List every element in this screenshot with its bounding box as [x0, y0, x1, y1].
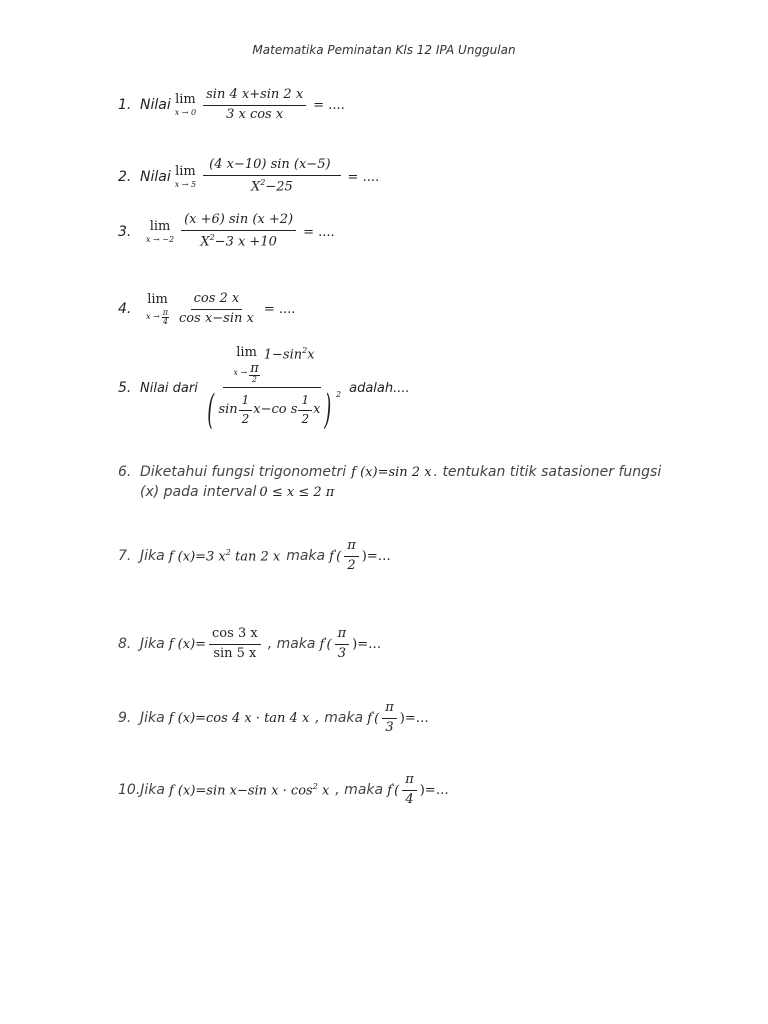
limit-operator: lim x → π 2 [233, 345, 259, 384]
question-number: 8. [118, 636, 132, 652]
derivative-argument: $\frac{\pi}{4}$ [402, 773, 417, 808]
question-5 [118, 345, 410, 433]
function-definition: f (x)= [168, 636, 207, 652]
limit-fraction: $\frac{\sin 4 x+\sin 2 x}{\text{3 x cos x}}$ [203, 88, 306, 123]
question-suffix: = .... [313, 97, 345, 113]
question-number: 3. [118, 224, 132, 240]
question-4 [118, 288, 295, 330]
question-suffix: = .... [303, 224, 335, 240]
question-3 [118, 213, 335, 251]
function-definition: f (x)=sin 2 x [351, 464, 432, 480]
page-header: Matematika Peminatan Kls 12 IPA Unggulan [252, 43, 516, 57]
question-number: 7. [118, 548, 132, 564]
derivative-expression: f'( [387, 781, 400, 799]
question-prefix: Jika [140, 548, 165, 564]
limit-fraction: $\frac{(4 x-10) \sin (x-5)}{X^2-25}$ [203, 158, 340, 195]
question-suffix: )=… [419, 782, 449, 798]
question-prefix: Nilai [140, 97, 171, 113]
limit-operator: lim x → −2 [146, 219, 175, 244]
question-suffix: = .... [263, 301, 296, 317]
derivative-expression: f'( [319, 635, 332, 653]
question-8 [118, 626, 381, 662]
question-prefix: Nilai dari [140, 380, 198, 396]
derivative-argument: $\frac{\pi}{3}$ [382, 701, 397, 736]
question-number: 9. [118, 710, 132, 726]
limit-operator: lim x → 0 [174, 92, 197, 117]
function-fraction: $\frac{\cos 3 x}{\sin 5 x}$ [209, 627, 261, 662]
derivative-expression: f'( [329, 547, 342, 565]
question-prefix: Jika [140, 782, 165, 798]
question-6 [118, 462, 661, 502]
derivative-expression: f'( [367, 709, 380, 727]
limit-fraction: lim x → π 2 $1-\sin^2x$ ( sin $\frac{1}{2}$ x−co s $\frac{1}{2}$ x ) 2 [207, 345, 342, 433]
maka-word: , maka [267, 636, 316, 652]
interval: 0 ≤ x ≤ 2 π [259, 484, 335, 500]
question-number: 2. [118, 169, 132, 185]
question-2 [118, 158, 379, 196]
derivative-argument: $\frac{\pi}{2}$ [344, 539, 359, 574]
question-text: Diketahui fungsi trigonometri [140, 464, 347, 480]
question-number: 1. [118, 97, 132, 113]
question-suffix: )=… [399, 710, 429, 726]
question-10 [118, 772, 449, 808]
limit-operator: lim x → π 4 [146, 291, 169, 326]
question-prefix: Nilai [140, 169, 171, 185]
question-suffix: )=… [352, 636, 382, 652]
question-9 [118, 700, 429, 736]
question-prefix: Jika [140, 710, 165, 726]
question-number: 10. [118, 782, 141, 798]
question-text-line2: (x) pada interval [140, 484, 257, 500]
function-definition: f (x)=3 $x^2$ tan 2 x [168, 547, 281, 565]
question-number: 4. [118, 301, 132, 317]
derivative-argument: $\frac{\pi}{3}$ [335, 627, 350, 662]
question-number: 5. [118, 380, 132, 396]
question-1 [118, 88, 345, 122]
function-definition: f (x)=sin x−sin $x \cdot \cos^2 x$ [168, 781, 330, 799]
function-definition: f (x)=cos 4 x · tan 4 x [168, 710, 310, 726]
maka-word: , maka [315, 710, 364, 726]
question-prefix: Jika [140, 636, 165, 652]
question-suffix: = .... [347, 169, 380, 185]
limit-operator: lim x → 5 [174, 164, 197, 189]
question-text-continued: . tentukan titik satasioner fungsi [433, 464, 662, 480]
question-suffix: )=… [361, 548, 391, 564]
limit-fraction: $\frac{(x +6) \sin (x +2)}{X^2-3 x +10}$ [181, 213, 296, 250]
limit-fraction: $\frac{\cos 2 x}{\text{cos x−sin x}}$ [179, 290, 254, 326]
question-7 [118, 538, 391, 574]
maka-word: , maka [335, 782, 384, 798]
question-suffix: adalah.... [349, 380, 410, 396]
question-number: 6. [118, 464, 132, 480]
maka-word: maka [286, 548, 326, 564]
